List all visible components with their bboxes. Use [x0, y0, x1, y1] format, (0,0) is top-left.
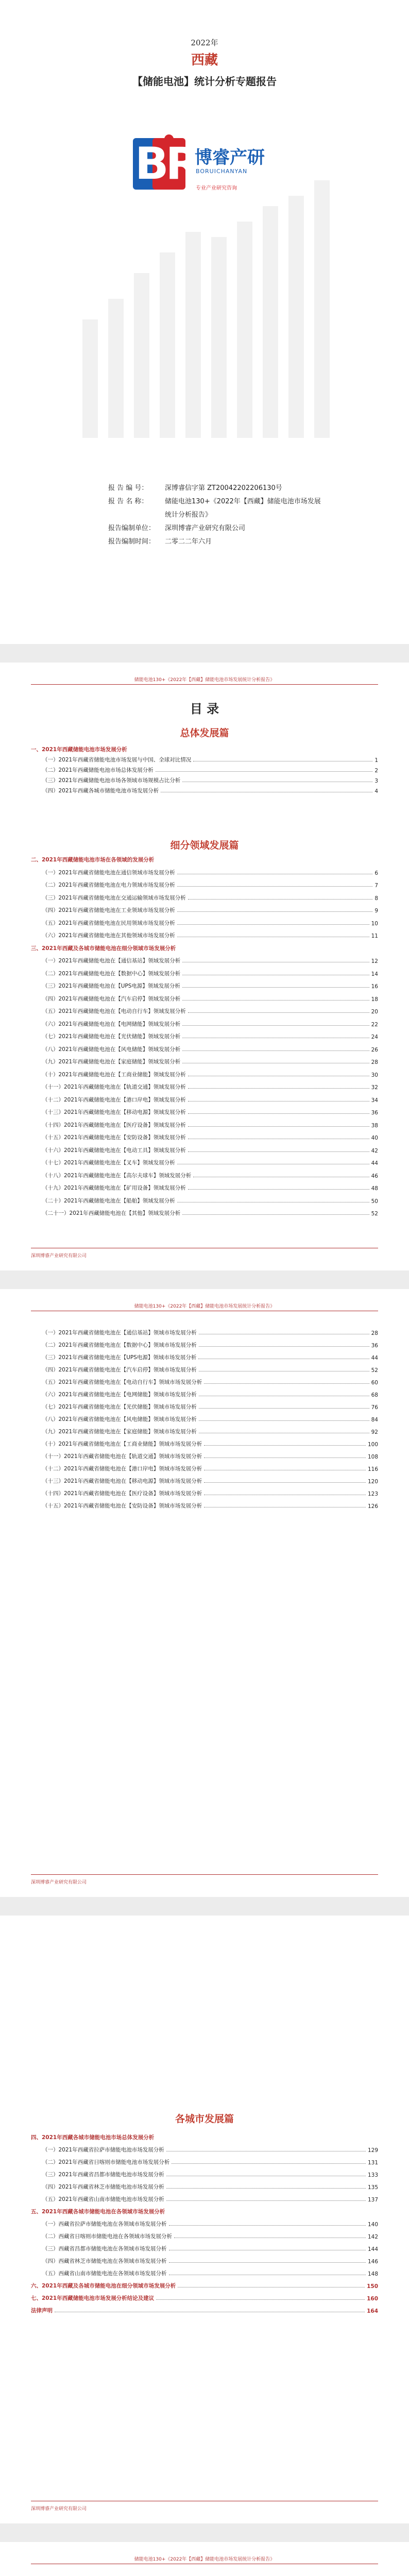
- toc-entry-title: （五）2021年西藏省山南市储能电池市场发展分析: [42, 2196, 164, 2202]
- toc-entry-page: 40: [371, 1135, 378, 1141]
- toc-entry-page: 11: [371, 933, 378, 939]
- toc-leader-dots: [199, 1408, 369, 1409]
- toc-entry-page: 14: [371, 971, 378, 977]
- toc-leader-dots: [166, 2188, 366, 2189]
- toc-entry-page: 2: [374, 768, 378, 774]
- toc-entry-page: 9: [374, 908, 378, 914]
- toc-entry-page: 7: [374, 883, 378, 889]
- toc-entry-title: （十二）2021年西藏储能电池在【港口岸电】领域发展分析: [42, 1096, 186, 1103]
- meta-row: 报 告 编 号： 深博睿信字第 ZT20042202206130号: [108, 484, 282, 492]
- logo-tagline: 专业产业研究咨询: [196, 185, 237, 191]
- toc-entry[interactable]: [31, 930, 378, 939]
- footer-line: [31, 1874, 378, 1875]
- toc-entry-page: 129: [367, 2147, 378, 2154]
- toc-entry-title: （四）2021年西藏省林芝市储能电池市场发展分析: [42, 2184, 164, 2190]
- toc-leader-dots: [182, 1025, 369, 1026]
- toc-entry-title: （八）2021年西藏省储能电池在【风电储能】领域市场发展分析: [42, 1416, 197, 1422]
- meta-row: 报 告 名 称： 储能电池130+《2022年【西藏】储能电池市场发展统计分析报告》: [108, 498, 321, 519]
- toc-entry-title: （十五）2021年西藏省储能电池在【安防设备】领域市场发展分析: [42, 1503, 202, 1509]
- toc-entry-page: 38: [371, 1122, 378, 1129]
- toc-part3-title: 各城市发展篇: [175, 2113, 234, 2125]
- toc-entry[interactable]: [31, 2206, 378, 2215]
- toc-entry-title: （三）西藏省昌都市储能电池在各领域市场发展分析: [42, 2246, 167, 2252]
- toc-entry-page: 34: [371, 1097, 378, 1104]
- toc-entry-page: 20: [371, 1009, 378, 1015]
- page-header: 储能电池130+《2022年【西藏】储能电池市场发展统计分析报告》: [134, 1304, 275, 1309]
- toc-entry-title: （二）2021年西藏省储能电池在电力领域市场发展分析: [42, 882, 175, 888]
- meta-row: 报告编制单位： 深圳博睿产业研究有限公司: [108, 524, 246, 532]
- toc-entry-page: 36: [371, 1110, 378, 1116]
- toc-entry-title: 法律声明: [31, 2308, 53, 2314]
- toc-entry[interactable]: [31, 1476, 378, 1485]
- toc-entry-title: （二十一）2021年西藏储能电池在【其他】领域发展分析: [42, 1210, 181, 1216]
- toc-entry-page: 116: [367, 1466, 378, 1472]
- toc-leader-dots: [169, 2262, 366, 2263]
- toc-entry-title: （十六）2021年西藏储能电池在【电动工具】领域发展分析: [42, 1147, 186, 1154]
- toc-entry-page: 1: [374, 757, 378, 764]
- toc-entry-page: 76: [371, 1404, 378, 1411]
- toc-leader-dots: [188, 1189, 369, 1190]
- toc-entry[interactable]: [31, 1340, 378, 1349]
- toc-entry[interactable]: [31, 2256, 378, 2265]
- toc-entry-page: 32: [371, 1084, 378, 1091]
- toc-entry[interactable]: [31, 1208, 378, 1217]
- toc-entry-title: （十七）2021年西藏储能电池在【叉车】领域发展分析: [42, 1160, 175, 1166]
- toc-entry-page: 28: [371, 1059, 378, 1065]
- toc-entry-title: （四）2021年西藏各城市储能电池市场发展分析: [42, 788, 159, 794]
- toc-leader-dots: [177, 911, 373, 912]
- toc-entry-page: 44: [371, 1355, 378, 1361]
- toc-entry[interactable]: [31, 754, 378, 764]
- toc-leader-dots: [182, 1050, 369, 1051]
- toc-entry[interactable]: [31, 1352, 378, 1361]
- toc-entry-page: 24: [371, 1034, 378, 1040]
- toc-entry-page: 142: [367, 2234, 378, 2240]
- toc-entry-page: 52: [371, 1367, 378, 1374]
- toc-entry[interactable]: [31, 980, 378, 990]
- toc-entry-title: 二、2021年西藏储能电池市场在各领域的发展分析: [31, 857, 155, 863]
- toc-entry-title: （一）2021年西藏省储能电池在通信领域市场发展分析: [42, 869, 175, 876]
- toc-entry-title: 三、2021年西藏及各城市储能电池在细分领域市场发展分析: [31, 945, 176, 952]
- toc-entry-title: 一、2021年西藏储能电池市场发展分析: [31, 747, 127, 753]
- cover-report-title: 【储能电池】统计分析专题报告: [132, 75, 277, 88]
- toc-entry-page: 135: [367, 2184, 378, 2191]
- toc-entry[interactable]: [31, 2194, 378, 2203]
- toc-entry[interactable]: [31, 1069, 378, 1078]
- toc-entry[interactable]: [31, 1019, 378, 1028]
- toc-entry[interactable]: [31, 1157, 378, 1166]
- toc-entry-title: （一）2021年西藏储能电池在【通信基站】领域发展分析: [42, 958, 181, 964]
- toc-entry-title: 五、2021年西藏各城市储能电池在各领域市场发展分析: [31, 2209, 165, 2215]
- toc-leader-dots: [204, 1482, 366, 1483]
- page-separator: [0, 644, 409, 663]
- toc-entry[interactable]: [31, 1145, 378, 1154]
- toc-entry-page: 30: [371, 1072, 378, 1078]
- toc-page-1: [0, 663, 409, 1270]
- toc-entry-title: （三）2021年西藏储能电池市场各领域市场规模占比分析: [42, 777, 181, 784]
- toc-entry-page: 164: [367, 2308, 378, 2314]
- toc-leader-dots: [199, 1346, 369, 1347]
- toc-entry-title: （七）2021年西藏储能电池在【光伏储能】领域发展分析: [42, 1033, 181, 1040]
- cover-region: 西藏: [191, 53, 218, 68]
- toc-entry-page: 108: [367, 1454, 378, 1460]
- toc-leader-dots: [204, 1383, 369, 1384]
- toc-entry[interactable]: [31, 1389, 378, 1398]
- toc-entry-page: 46: [371, 1173, 378, 1179]
- toc-leader-dots: [166, 2200, 366, 2201]
- logo-en: BORUICHANYAN: [196, 168, 248, 175]
- toc-entry[interactable]: [31, 918, 378, 927]
- toc-entry-page: 133: [367, 2172, 378, 2178]
- toc-entry-title: （二）2021年西藏储能电池在【数据中心】领域发展分析: [42, 970, 181, 977]
- toc-entry[interactable]: [31, 1056, 378, 1065]
- toc-entry-title: （二）2021年西藏省储能电池在【数据中心】领域市场发展分析: [42, 1342, 197, 1348]
- toc-entry[interactable]: [31, 1401, 378, 1411]
- toc-entry-page: 6: [374, 870, 378, 876]
- toc-entry-title: （十）2021年西藏省储能电池在【工商业储能】领域市场发展分析: [42, 1441, 202, 1447]
- toc-entry-title: （三）2021年西藏省储能电池在【UPS电源】领域市场发展分析: [42, 1354, 197, 1361]
- toc-entry-page: 48: [371, 1185, 378, 1192]
- meta-row: 报告编制时间： 二零二二年六月: [108, 538, 212, 546]
- toc-entry-page: 44: [371, 1160, 378, 1166]
- toc-entry[interactable]: [31, 968, 378, 977]
- toc-entry[interactable]: [31, 2169, 378, 2178]
- toc-entry[interactable]: [31, 775, 378, 784]
- toc-entry-title: （四）2021年西藏储能电池在【汽车启停】领域发展分析: [42, 995, 181, 1002]
- toc-entry[interactable]: [31, 1438, 378, 1448]
- toc-entry[interactable]: [31, 867, 378, 876]
- toc-entry-page: 144: [367, 2246, 378, 2252]
- toc-entry-title: （十五）2021年西藏储能电池在【安防设备】领域发展分析: [42, 1134, 186, 1141]
- toc-entry[interactable]: [31, 2231, 378, 2240]
- toc-entry-page: 4: [374, 788, 378, 794]
- toc-entry-page: 26: [371, 1046, 378, 1053]
- toc-entry-title: （一）2021年西藏省储能电池市场发展与中国、全球对比情况: [42, 757, 192, 763]
- toc-leader-dots: [156, 2299, 365, 2300]
- toc-leader-dots: [182, 1000, 369, 1001]
- page-header: 储能电池130+《2022年【西藏】储能电池市场发展统计分析报告》: [134, 677, 275, 683]
- toc-entry[interactable]: [31, 1426, 378, 1435]
- toc-title: 目 录: [190, 702, 219, 716]
- content-page: [0, 2542, 409, 2576]
- toc-entry[interactable]: [31, 955, 378, 964]
- toc-entry[interactable]: [31, 943, 378, 952]
- cover-meta: [108, 482, 325, 549]
- toc-entry[interactable]: [31, 1170, 378, 1179]
- toc-entry[interactable]: [31, 1451, 378, 1460]
- toc-entry[interactable]: [31, 1132, 378, 1141]
- toc-entry-page: 137: [367, 2197, 378, 2203]
- toc-entry-page: 148: [367, 2271, 378, 2277]
- toc-entry-title: （七）2021年西藏省储能电池在【光伏储能】领域市场发展分析: [42, 1404, 197, 1410]
- toc-entry[interactable]: [31, 1182, 378, 1192]
- toc-entry[interactable]: [31, 1364, 378, 1374]
- toc-entry-title: （一）2021年西藏省拉萨市储能电池市场发展分析: [42, 2147, 164, 2153]
- cover-year: 2022年: [191, 38, 218, 47]
- toc-entry-title: （二）2021年西藏省日喀则市储能电池市场发展分析: [42, 2159, 170, 2165]
- toc-entry[interactable]: [31, 1327, 378, 1336]
- toc-entry-title: （六）2021年西藏省储能电池在其他领域市场发展分析: [42, 933, 175, 939]
- toc-entry-title: （五）西藏省山南市储能电池在各领域市场发展分析: [42, 2270, 167, 2277]
- page-footer: 深圳博睿产业研究有限公司: [31, 2506, 87, 2512]
- toc-entry[interactable]: [31, 854, 378, 863]
- toc-entry[interactable]: [31, 1414, 378, 1423]
- toc-entry-title: （十三）2021年西藏储能电池在【移动电源】领域发展分析: [42, 1109, 186, 1115]
- toc-leader-dots: [188, 1126, 369, 1127]
- toc-entry-title: （四）2021年西藏省储能电池在工业领域市场发展分析: [42, 907, 175, 913]
- logo: [130, 134, 284, 201]
- toc-entry[interactable]: [31, 1463, 378, 1472]
- toc-entry[interactable]: [31, 879, 378, 889]
- toc-leader-dots: [188, 1012, 369, 1013]
- toc-entry[interactable]: [31, 993, 378, 1003]
- toc-entry-title: （十二）2021年西藏省储能电池在【港口岸电】领域市场发展分析: [42, 1466, 202, 1472]
- toc-leader-dots: [188, 899, 373, 900]
- toc-leader-dots: [188, 1113, 369, 1114]
- toc-entry-page: 120: [367, 1479, 378, 1485]
- toc-entry-page: 36: [371, 1343, 378, 1349]
- toc-entry-page: 16: [371, 984, 378, 990]
- toc-leader-dots: [177, 924, 369, 925]
- toc-entry-title: （十八）2021年西藏储能电池在【高尔夫球车】领域发展分析: [42, 1172, 192, 1179]
- toc-entry[interactable]: [31, 2218, 378, 2228]
- toc-leader-dots: [177, 886, 373, 887]
- toc-entry[interactable]: [31, 2268, 378, 2277]
- toc-entry-title: （三）2021年西藏省储能电池在交通运输领域市场发展分析: [42, 894, 186, 901]
- header-line: [31, 684, 378, 685]
- toc-entry-title: （三）2021年西藏储能电池在【UPS电源】领域发展分析: [42, 983, 180, 989]
- toc-entry-page: 160: [367, 2296, 378, 2302]
- toc-entry[interactable]: [31, 1094, 378, 1104]
- toc-entry-page: 8: [374, 895, 378, 902]
- toc-entry[interactable]: [31, 765, 378, 774]
- toc-entry-page: 42: [371, 1147, 378, 1154]
- toc-entry[interactable]: [31, 744, 378, 753]
- toc-entry[interactable]: [31, 2293, 378, 2302]
- toc-entry-title: （九）2021年西藏省储能电池在【家庭储能】领域市场发展分析: [42, 1429, 197, 1435]
- toc-entry-page: 12: [371, 958, 378, 964]
- page-footer: 深圳博睿产业研究有限公司: [31, 1253, 87, 1259]
- toc-entry[interactable]: [31, 2132, 378, 2141]
- toc-page-2: [0, 1289, 409, 1897]
- toc-entry-page: 126: [367, 1503, 378, 1510]
- toc-leader-dots: [188, 1151, 369, 1152]
- page-header: 储能电池130+《2022年【西藏】储能电池市场发展统计分析报告》: [134, 2557, 275, 2562]
- toc-entry[interactable]: [31, 2157, 378, 2166]
- toc-entry[interactable]: [31, 1195, 378, 1205]
- toc-page-3: [0, 1916, 409, 2523]
- toc-entry-title: （十一）2021年西藏省储能电池在【轨道交通】领域市场发展分析: [42, 1453, 202, 1460]
- toc-entry-page: 18: [371, 996, 378, 1003]
- toc-entry-title: （五）2021年西藏省储能电池在【电动自行车】领域市场发展分析: [42, 1379, 202, 1385]
- toc-leader-dots: [169, 2225, 366, 2226]
- toc-entry-title: （九）2021年西藏储能电池在【家庭储能】领域发展分析: [42, 1059, 181, 1065]
- toc-entry-title: （十四）2021年西藏储能电池在【医疗设备】领域发展分析: [42, 1122, 186, 1128]
- toc-entry-title: （四）西藏省林芝市储能电池在各领域市场发展分析: [42, 2258, 167, 2264]
- toc-entry[interactable]: [31, 1006, 378, 1015]
- toc-entry[interactable]: [31, 1044, 378, 1053]
- toc-entry[interactable]: [31, 2305, 378, 2314]
- toc-entry-title: （五）2021年西藏储能电池在【电动自行车】领域发展分析: [42, 1008, 186, 1014]
- page-separator: [0, 1270, 409, 1289]
- toc-entry-page: 52: [371, 1211, 378, 1217]
- logo-cn: 博睿产研: [195, 147, 265, 168]
- toc-entry[interactable]: [31, 1500, 378, 1510]
- toc-entry-page: 123: [367, 1491, 378, 1497]
- toc-entry-page: 22: [371, 1021, 378, 1028]
- toc-leader-dots: [156, 771, 373, 772]
- toc-entry[interactable]: [31, 1081, 378, 1091]
- toc-entry[interactable]: [31, 1107, 378, 1116]
- page-footer: 深圳博睿产业研究有限公司: [31, 1880, 87, 1885]
- toc-entry-title: （一）西藏省拉萨市储能电池在各领域市场发展分析: [42, 2221, 167, 2227]
- toc-entry-title: 六、2021年西藏及各城市储能电池在细分领域市场发展分析: [31, 2283, 176, 2289]
- toc-leader-dots: [182, 987, 369, 988]
- toc-entry-page: 3: [374, 778, 378, 784]
- toc-entry[interactable]: [31, 2144, 378, 2154]
- toc-entry-page: 60: [371, 1380, 378, 1386]
- toc-entry-title: （二）西藏省日喀则市储能电池在各领域市场发展分析: [42, 2233, 172, 2240]
- logo-letters: BR: [135, 138, 197, 190]
- toc-entry-title: （二十）2021年西藏储能电池在【船舶】领域发展分析: [42, 1197, 175, 1204]
- toc-entry-title: （五）2021年西藏省储能电池在民用领域市场发展分析: [42, 920, 175, 926]
- toc-entry-page: 50: [371, 1198, 378, 1205]
- toc-entry-title: （十九）2021年西藏储能电池在【矿用设备】领域发展分析: [42, 1185, 186, 1191]
- toc-entry-page: 84: [371, 1417, 378, 1423]
- toc-part2-title: 细分领域发展篇: [170, 840, 239, 851]
- toc-entry-title: 七、2021年西藏储能电池市场发展分析结论及建议: [31, 2295, 155, 2301]
- toc-entry-title: （十一）2021年西藏储能电池在【轨道交通】领域发展分析: [42, 1084, 186, 1090]
- toc-entry-title: （十三）2021年西藏省储能电池在【移动电源】领域市场发展分析: [42, 1478, 202, 1484]
- cover-page: [0, 0, 409, 644]
- toc-entry[interactable]: [31, 892, 378, 902]
- toc-entry-page: 100: [367, 1442, 378, 1448]
- toc-entry-title: （三）2021年西藏省昌都市储能电池市场发展分析: [42, 2172, 164, 2178]
- toc-part1-title: 总体发展篇: [180, 727, 229, 739]
- toc-entry[interactable]: [31, 905, 378, 914]
- toc-leader-dots: [182, 1214, 369, 1215]
- toc-entry[interactable]: [31, 1488, 378, 1497]
- toc-entry-page: 68: [371, 1392, 378, 1398]
- toc-entry-page: 140: [367, 2222, 378, 2228]
- toc-entry[interactable]: [31, 1120, 378, 1129]
- toc-entry[interactable]: [31, 2280, 378, 2290]
- toc-entry-page: 146: [367, 2259, 378, 2265]
- toc-entry-page: 150: [367, 2283, 378, 2290]
- toc-entry[interactable]: [31, 1031, 378, 1040]
- toc-entry-page: 131: [367, 2160, 378, 2166]
- toc-entry-title: （六）2021年西藏储能电池在【电网储能】领域发展分析: [42, 1021, 181, 1027]
- toc-entry-title: （十四）2021年西藏省储能电池在【医疗设备】领域市场发展分析: [42, 1490, 202, 1497]
- toc-entry[interactable]: [31, 785, 378, 794]
- toc-entry[interactable]: [31, 1377, 378, 1386]
- toc-entry-title: （四）2021年西藏省储能电池在【汽车启停】领域市场发展分析: [42, 1367, 197, 1373]
- toc-leader-dots: [172, 2163, 366, 2164]
- toc-entry-title: （一）2021年西藏省储能电池在【通信基站】领域市场发展分析: [42, 1330, 197, 1336]
- toc-entry-title: 四、2021年西藏各城市储能电池市场总体发展分析: [31, 2134, 155, 2141]
- toc-entry-title: （六）2021年西藏省储能电池在【电网储能】领域市场发展分析: [42, 1392, 197, 1398]
- page-separator: [0, 1897, 409, 1916]
- toc-entry-title: （八）2021年西藏储能电池在【风电储能】领域发展分析: [42, 1046, 181, 1053]
- toc-entry-page: 28: [371, 1330, 378, 1336]
- toc-entry-title: （十）2021年西藏储能电池在【工商业储能】领域发展分析: [42, 1071, 186, 1078]
- toc-entry-title: （二）2021年西藏储能电池市场总体发展分析: [42, 767, 154, 773]
- toc-entry-page: 10: [371, 920, 378, 927]
- toc-leader-dots: [199, 1420, 369, 1421]
- toc-entry[interactable]: [31, 2243, 378, 2252]
- toc-entry-page: 92: [371, 1429, 378, 1435]
- toc-leader-dots: [188, 1088, 369, 1089]
- page-separator: [0, 2523, 409, 2542]
- toc-leader-dots: [204, 1445, 366, 1446]
- toc-entry[interactable]: [31, 2181, 378, 2191]
